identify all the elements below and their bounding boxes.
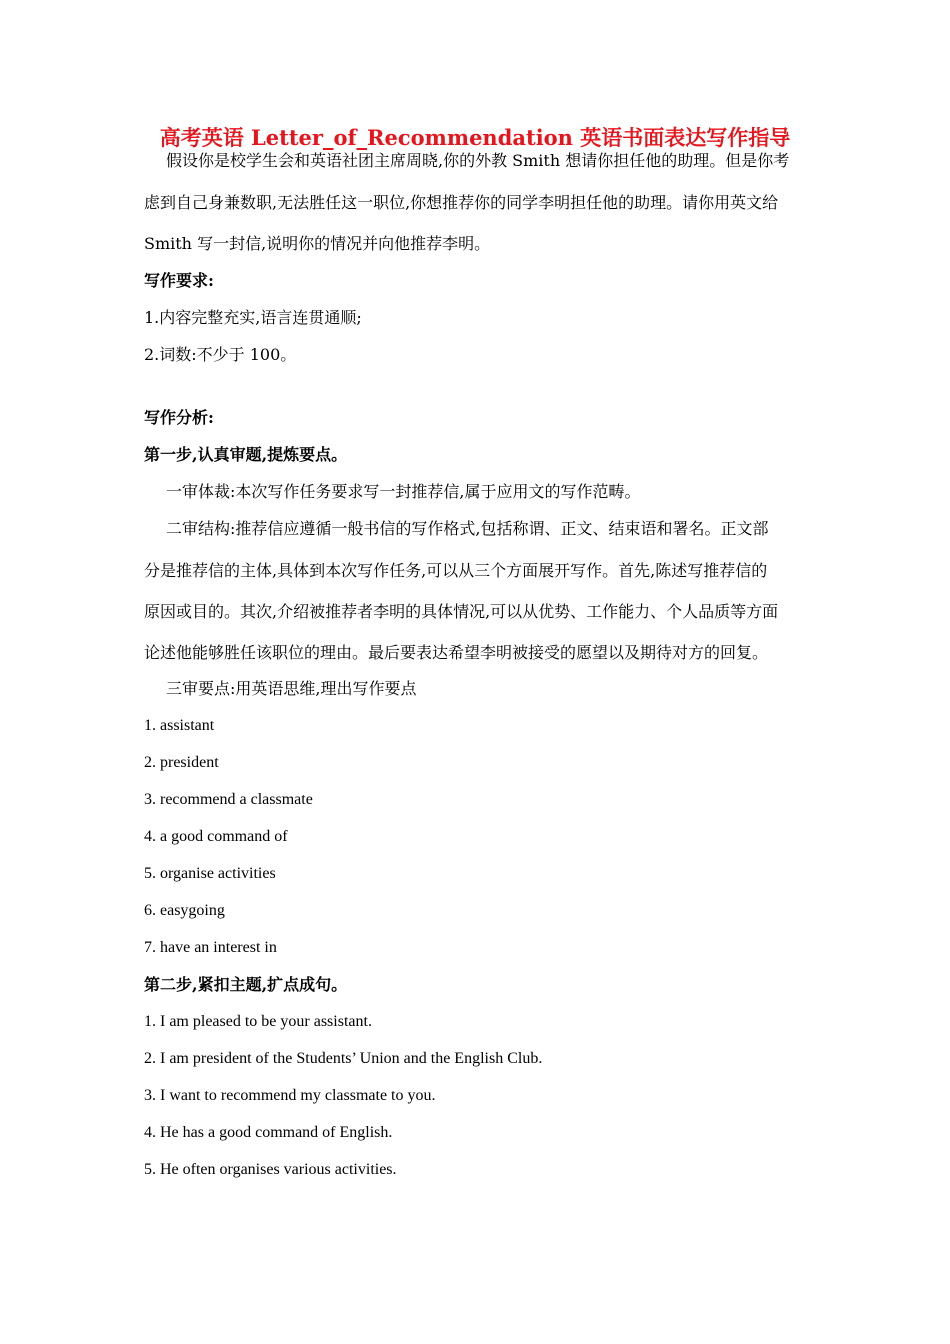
point-item: 2. president [144,754,219,771]
requirement-item: 1.内容完整充实,语言连贯通顺; [144,308,362,327]
document-title: 高考英语 Letter_of_Recommendation 英语书面表达写作指导 [159,125,791,150]
intro-line: 虑到自己身兼数职,无法胜任这一职位,你想推荐你的同学李明担任他的助理。请你用英文给 [144,193,779,212]
step2-heading: 第二步,紧扣主题,扩点成句。 [144,975,348,994]
step1-heading: 第一步,认真审题,提炼要点。 [144,445,348,464]
structure-line: 二审结构:推荐信应遵循一般书信的写作格式,包括称谓、正文、结束语和署名。正文部 [166,519,769,538]
intro-line: Smith 写一封信,说明你的情况并向他推荐李明。 [144,234,491,253]
point-item: 5. organise activities [144,865,276,882]
point-item: 1. assistant [144,717,215,734]
intro-line: 假设你是校学生会和英语社团主席周晓,你的外教 Smith 想请你担任他的助理。但是你考 [166,151,790,170]
requirement-item: 2.词数:不少于 100。 [144,345,297,364]
structure-line: 分是推荐信的主体,具体到本次写作任务,可以从三个方面展开写作。首先,陈述写推荐信的 [144,561,768,580]
sentence-item: 2. I am president of the Students’ Union and the English Club. [144,1050,543,1067]
point-item: 6. easygoing [144,902,225,919]
sentence-item: 5. He often organises various activities. [144,1161,397,1178]
analysis-heading: 写作分析: [144,408,214,427]
sentence-item: 4. He has a good command of English. [144,1124,393,1141]
sentence-item: 1. I am pleased to be your assistant. [144,1013,372,1030]
requirements-heading: 写作要求: [144,271,214,290]
point-item: 3. recommend a classmate [144,791,313,808]
sentence-item: 3. I want to recommend my classmate to you. [144,1087,436,1104]
structure-line: 原因或目的。其次,介绍被推荐者李明的具体情况,可以从优势、工作能力、个人品质等方面 [144,602,779,621]
points-intro: 三审要点:用英语思维,理出写作要点 [166,679,417,698]
point-item: 7. have an interest in [144,939,277,956]
genre-paragraph: 一审体裁:本次写作任务要求写一封推荐信,属于应用文的写作范畴。 [166,482,641,501]
structure-line: 论述他能够胜任该职位的理由。最后要表达希望李明被接受的愿望以及期待对方的回复。 [144,643,769,662]
point-item: 4. a good command of [144,828,288,845]
